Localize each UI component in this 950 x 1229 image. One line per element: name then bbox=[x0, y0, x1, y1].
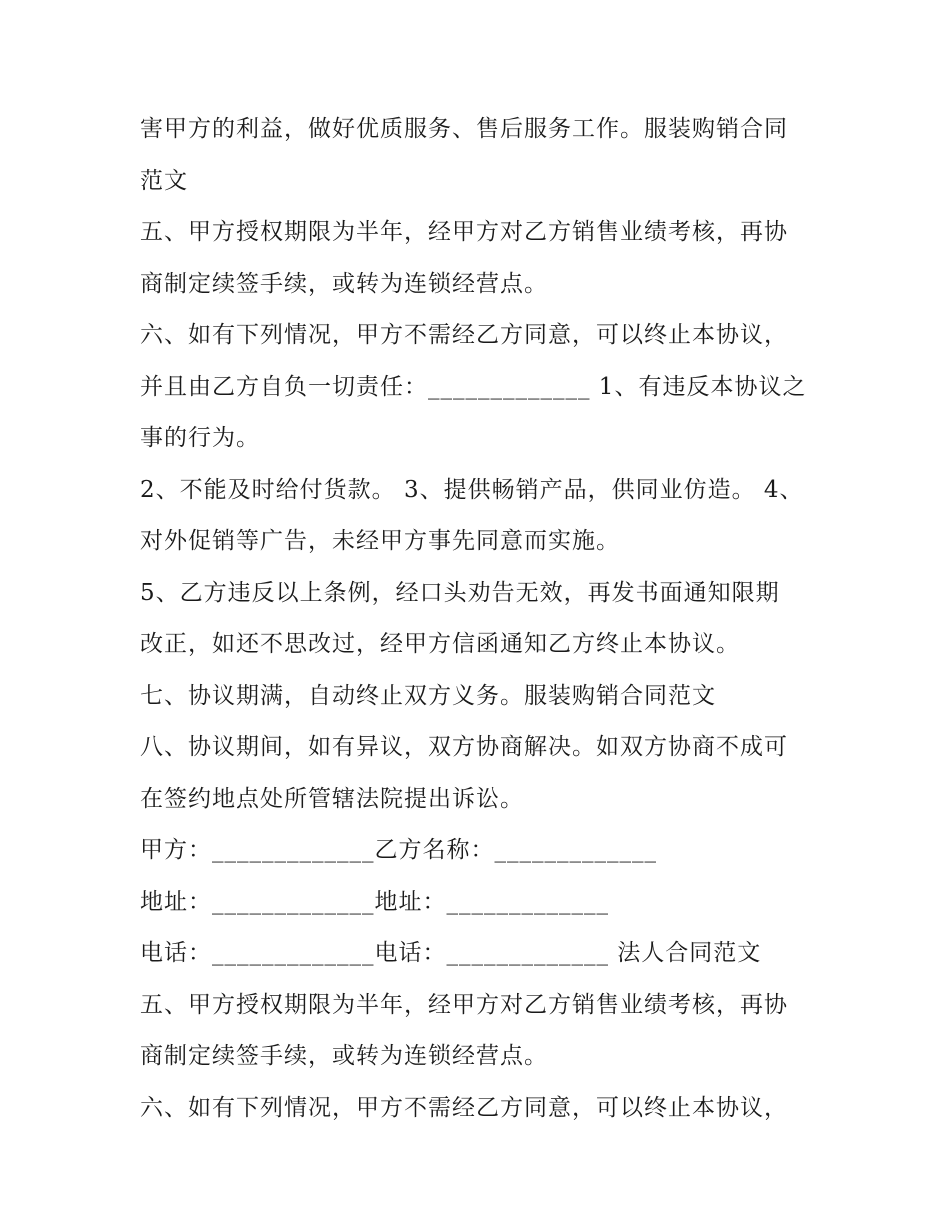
text-line: 改正，如还不思改过，经甲方信函通知乙方终止本协议。 bbox=[140, 631, 740, 657]
text-line: 八、协议期间，如有异议，双方协商解决。如双方协商不成可 bbox=[140, 734, 788, 760]
address-line: 地址：_____________地址：_____________ bbox=[140, 888, 609, 915]
text-line: 5、乙方违反以上条例，经口头劝告无效，再发书面通知限期 bbox=[140, 579, 780, 606]
text-line: 七、协议期满，自动终止双方义务。服装购销合同范文 bbox=[140, 682, 716, 709]
text-line: 六、如有下列情况，甲方不需经乙方同意，可以终止本协议， bbox=[140, 322, 788, 348]
text-line: 商制定续签手续，或转为连锁经营点。 bbox=[140, 270, 548, 297]
text-line: 害甲方的利益，做好优质服务、售后服务工作。服装购销合同 bbox=[140, 116, 788, 142]
text-line: 五、甲方授权期限为半年，经甲方对乙方销售业绩考核，再协 bbox=[140, 219, 788, 245]
phone-line: 电话：_____________电话：_____________ 法人合同范文 bbox=[140, 940, 762, 966]
text-line: 在签约地点处所管辖法院提出诉讼。 bbox=[140, 785, 524, 812]
text-line: 范文 bbox=[140, 167, 188, 194]
document-body bbox=[140, 104, 820, 1134]
text-line: 六、如有下列情况，甲方不需经乙方同意，可以终止本协议， bbox=[140, 1094, 788, 1121]
text-line: 对外促销等广告，未经甲方事先同意而实施。 bbox=[140, 528, 620, 554]
signature-line-party-a: 甲方：_____________乙方名称：_____________ bbox=[140, 837, 657, 863]
text-line: 事的行为。 bbox=[140, 425, 260, 451]
text-line: 五、甲方授权期限为半年，经甲方对乙方销售业绩考核，再协 bbox=[140, 991, 788, 1018]
text-line: 商制定续签手续，或转为连锁经营点。 bbox=[140, 1043, 548, 1069]
text-line: 2、不能及时给付货款。 3、提供畅销产品，供同业仿造。 4、 bbox=[140, 476, 804, 503]
text-line: 并且由乙方自负一切责任：_____________ 1、有违反本协议之 bbox=[140, 373, 807, 400]
